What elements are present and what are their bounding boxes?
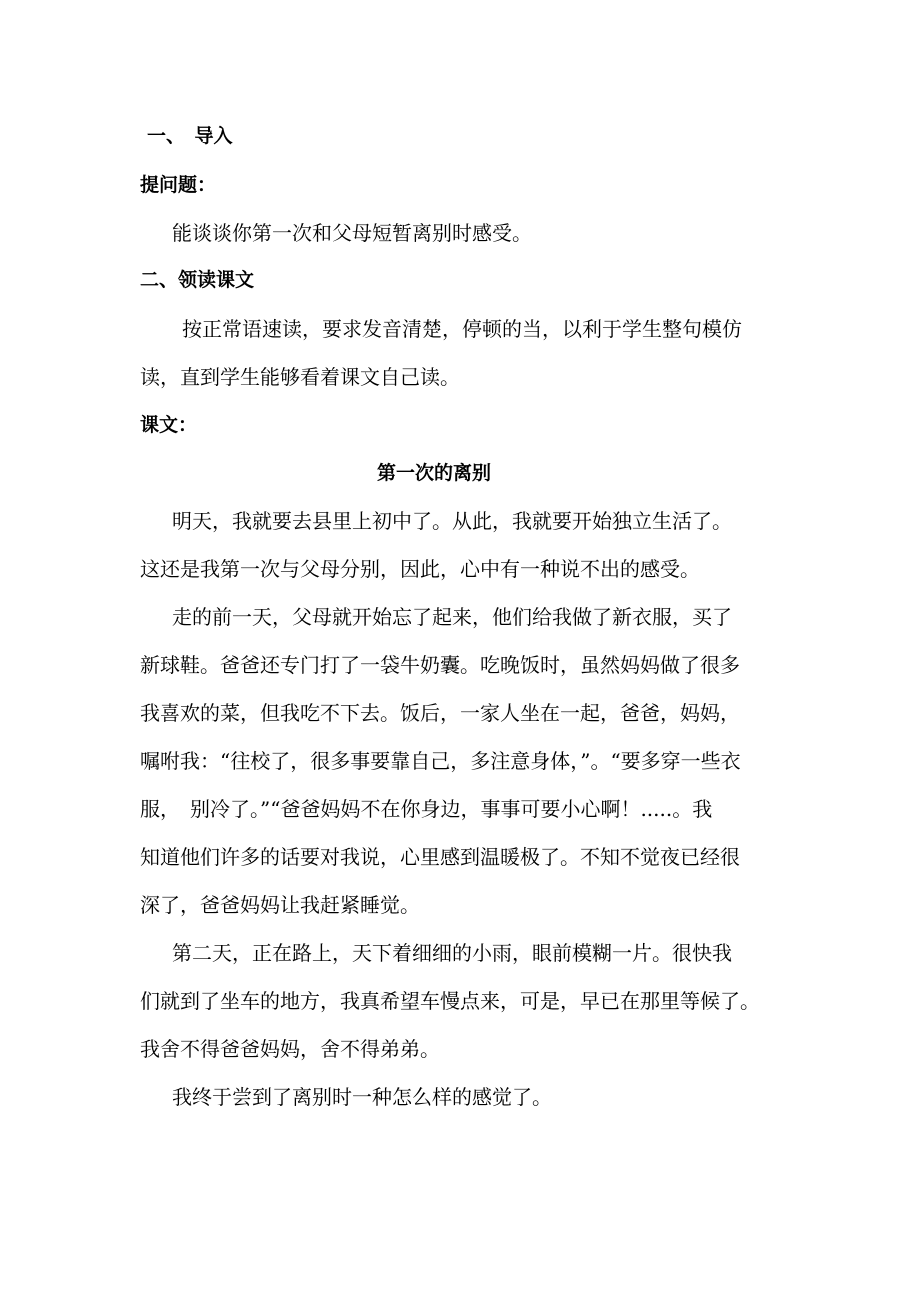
essay-title: 第一次的离别 [376,462,491,484]
essay-line: 我终于尝到了离别时一种怎么样的感觉了。 [172,1085,552,1109]
essay-line: 走的前一天，父母就开始忘了起来，他们给我做了新衣服，买了 [172,605,732,629]
essay-line: 服， 别冷了。”“爸爸妈妈不在你身边，事事可要小心啊！.....。我 [140,797,713,821]
question-text: 能谈谈你第一次和父母短暂离别时感受。 [172,221,532,245]
text-label: 课文： [140,414,198,436]
essay-line: 我喜欢的菜，但我吃不下去。饭后，一家人坐在一起，爸爸，妈妈， [140,701,740,725]
essay-line: 们就到了坐车的地方，我真希望车慢点来，可是，早已在那里等候了。 [140,989,760,1013]
reading-instruction-line-2: 读，直到学生能够看着课文自己读。 [140,365,460,389]
intro-heading: 一、 导入 [147,125,233,147]
essay-line: 嘱咐我：“往校了，很多事要靠自己，多注意身体，”。“要多穿一些衣 [140,749,741,773]
question-label: 提问题： [140,174,217,196]
essay-line: 这还是我第一次与父母分别，因此，心中有一种说不出的感受。 [140,557,700,581]
essay-line: 新球鞋。爸爸还专门打了一袋牛奶囊。吃晚饭时，虽然妈妈做了很多 [140,653,740,677]
essay-line: 知道他们许多的话要对我说，心里感到温暖极了。不知不觉夜已经很 [140,845,740,869]
essay-line: 深了，爸爸妈妈让我赶紧睡觉。 [140,893,420,917]
essay-line: 我舍不得爸爸妈妈，舍不得弟弟。 [140,1037,440,1061]
essay-line: 第二天，正在路上，天下着细细的小雨，眼前模糊一片。很快我 [172,941,732,965]
reading-instruction-line-1: 按正常语速读，要求发音清楚，停顿的当，以利于学生整句模仿 [182,317,742,341]
reading-heading: 二、领读课文 [140,269,255,291]
essay-line: 明天，我就要去县里上初中了。从此，我就要开始独立生活了。 [172,509,732,533]
